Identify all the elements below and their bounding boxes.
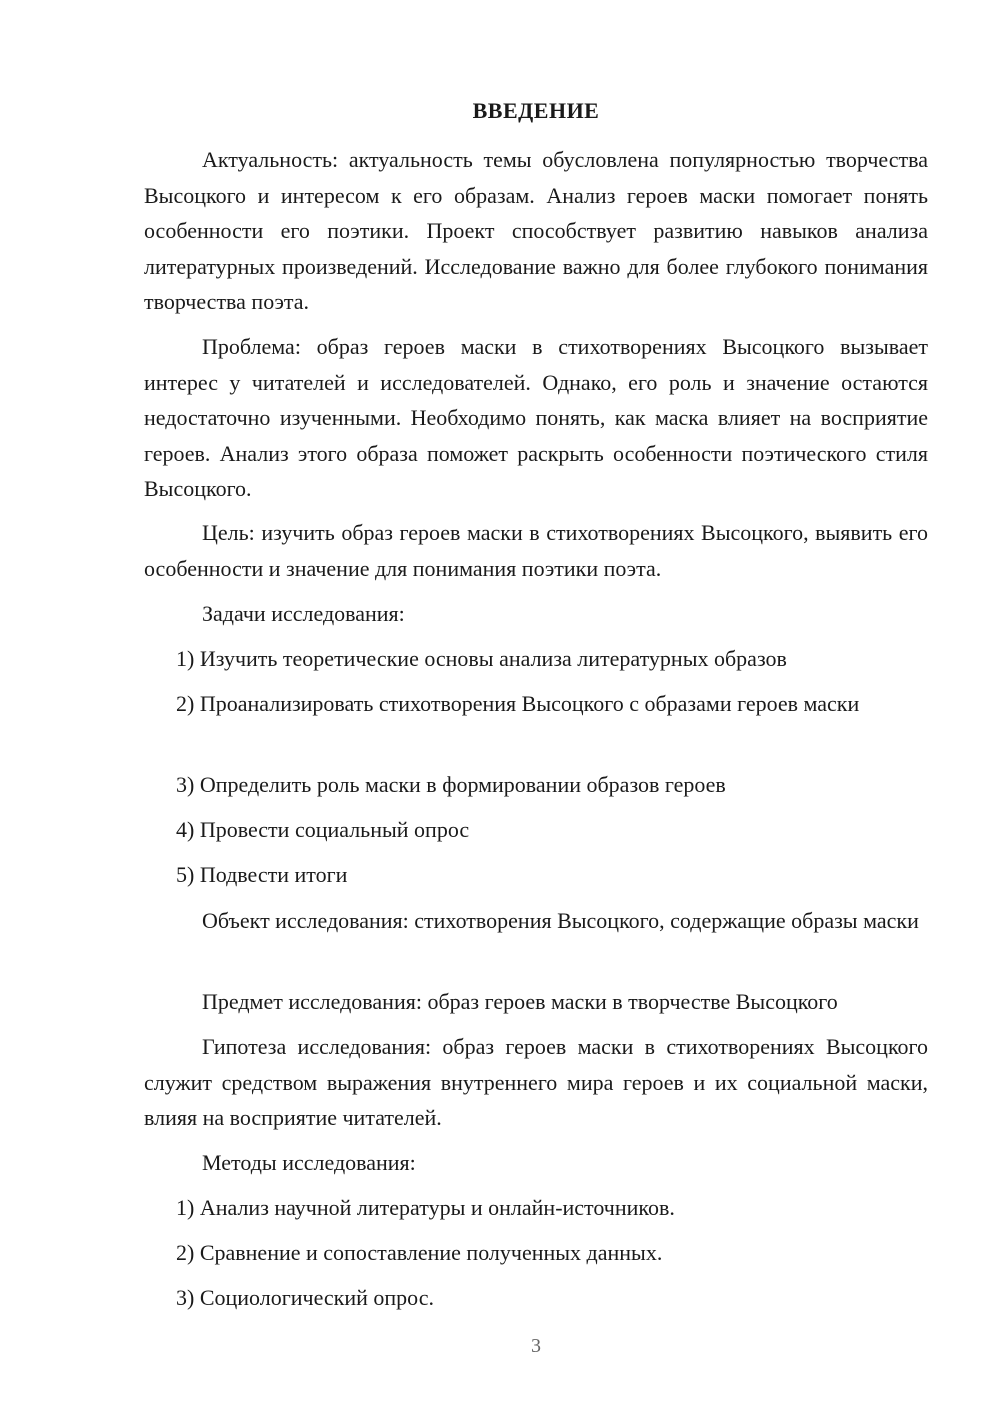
task-item-3: 3) Определить роль маски в формировании образов героев (176, 772, 726, 797)
paragraph-problem: Проблема: образ героев маски в стихотворениях Высоцкого вызывает интерес у читателей и исследователей. Однако, его роль и значение остаются недостаточно изученными. Необходимо понять, как маска влияет на восприятие героев. Анализ этого образа поможет раскрыть особенности поэтического стиля Высоцкого. (144, 334, 928, 501)
paragraph-tasks-heading: Задачи исследования: (202, 601, 405, 626)
paragraph-goal: Цель: изучить образ героев маски в стихотворениях Высоцкого, выявить его особенности и значение для понимания поэтики поэта. (144, 520, 928, 581)
task-item-1: 1) Изучить теоретические основы анализа литературных образов (176, 646, 787, 671)
paragraph-methods-heading: Методы исследования: (202, 1150, 416, 1175)
paragraph-object: Объект исследования: стихотворения Высоцкого, содержащие образы маски (202, 908, 919, 933)
paragraph-relevance: Актуальность: актуальность темы обусловлена популярностью творчества Высоцкого и интересом к его образам. Анализ героев маски помогает понять особенности его поэтики. Проект способствует развитию навыков анализа литературных произведений. Исследование важно для более глубокого понимания творчества поэта. (144, 147, 928, 314)
page-number: 3 (531, 1335, 541, 1357)
method-item-2: 2) Сравнение и сопоставление полученных данных. (176, 1240, 663, 1265)
task-item-5: 5) Подвести итоги (176, 862, 348, 887)
paragraph-subject: Предмет исследования: образ героев маски в творчестве Высоцкого (202, 989, 838, 1014)
section-title: ВВЕДЕНИЕ (472, 98, 600, 123)
task-item-4: 4) Провести социальный опрос (176, 817, 470, 842)
method-item-3: 3) Социологический опрос. (176, 1285, 434, 1310)
task-item-2: 2) Проанализировать стихотворения Высоцкого с образами героев маски (176, 691, 860, 716)
paragraph-hypothesis: Гипотеза исследования: образ героев маски в стихотворениях Высоцкого служит средством выражения внутреннего мира героев и их социальной маски, влияя на восприятие читателей. (144, 1034, 928, 1130)
method-item-1: 1) Анализ научной литературы и онлайн-источников. (176, 1195, 675, 1220)
